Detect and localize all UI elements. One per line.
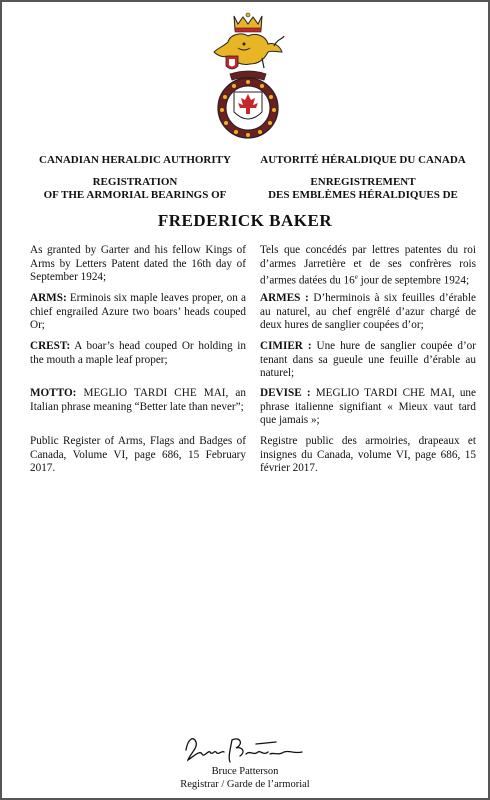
crest-text-french: Une hure de sanglier coupée d’or tenant dans sa gueule une feuille d’érable au naturel; (260, 340, 476, 380)
register-paragraph-french: Registre public des armoiries, drapeaux et insignes du Canada, volume VI, page 686, 15 février 2017. (260, 435, 476, 475)
crest-label-french: CIMIER : (260, 340, 312, 352)
arms-text-english: Erminois six maple leaves proper, on a chief engrailed Azure two boars’ heads couped Or; (30, 292, 246, 332)
authority-name-french: AUTORITÉ HÉRALDIQUE DU CANADA (260, 154, 466, 166)
registration-title-english: REGISTRATION (92, 176, 178, 188)
grantee-name: FREDERICK BAKER (157, 211, 333, 230)
crest-label-english: CREST: (30, 340, 71, 352)
arms-paragraph-french (260, 292, 476, 333)
arms-text-french: D’herminois à six feuilles d’érable au naturel, au chef engrêlé d’azur chargé de deux hures de sanglier coupées d’or; (260, 292, 476, 332)
crest-text-english: A boar’s head couped Or holding in the mouth a maple leaf proper; (30, 340, 246, 366)
heraldic-authority-emblem (198, 12, 298, 142)
signatory-title: Registrar / Garde de l’armorial (180, 779, 310, 790)
arms-label-english: ARMS: (30, 292, 67, 304)
crest-paragraph-english (30, 340, 246, 367)
grant-superscript-french: e (354, 273, 358, 282)
authority-name-english: CANADIAN HERALDIC AUTHORITY (39, 154, 231, 166)
crest-paragraph-french (260, 340, 476, 381)
grant-paragraph-english: As granted by Garter and his fellow Kings of Arms by Letters Patent dated the 16th day of September 1924; (30, 244, 246, 284)
motto-paragraph-english (30, 387, 246, 414)
registration-subtitle-english: OF THE ARMORIAL BEARINGS OF (43, 189, 227, 201)
motto-label-english: MOTTO: (30, 387, 77, 399)
grant-paragraph-french (260, 244, 476, 289)
arms-paragraph-english (30, 292, 246, 333)
motto-text-english: MEGLIO TARDI CHE MAI, an Italian phrase meaning “Better late than never”; (30, 387, 246, 413)
motto-text-french: MEGLIO TARDI CHE MAI, une phrase italienne signifiant « Mieux vaut tard que jamais »; (260, 387, 476, 427)
register-paragraph-english: Public Register of Arms, Flags and Badges of Canada, Volume VI, page 686, 15 February 2017. (30, 435, 246, 475)
signatory-name: Bruce Patterson (211, 766, 279, 777)
small-shield-icon (226, 56, 238, 69)
header-french (252, 154, 474, 202)
registration-subtitle-french: DES EMBLÈMES HÉRALDIQUES DE (268, 189, 458, 201)
registration-title-french: ENREGISTREMENT (310, 176, 416, 188)
grant-text-french-part2: jour de septembre 1924; (357, 274, 470, 287)
maple-leaf-shield-icon (234, 92, 262, 119)
motto-paragraph-french (260, 387, 476, 428)
grant-text-french-part1: Tels que concédés par lettres patentes du roi d’armes Jarretière et de ses confrères rois d’armes datées du 16 (260, 244, 476, 287)
handwritten-signature (180, 730, 310, 766)
lion-icon (214, 34, 284, 68)
motto-label-french: DEVISE : (260, 387, 311, 399)
arms-label-french: ARMES : (260, 292, 309, 304)
crown-icon (234, 13, 262, 32)
header-english (24, 154, 246, 202)
